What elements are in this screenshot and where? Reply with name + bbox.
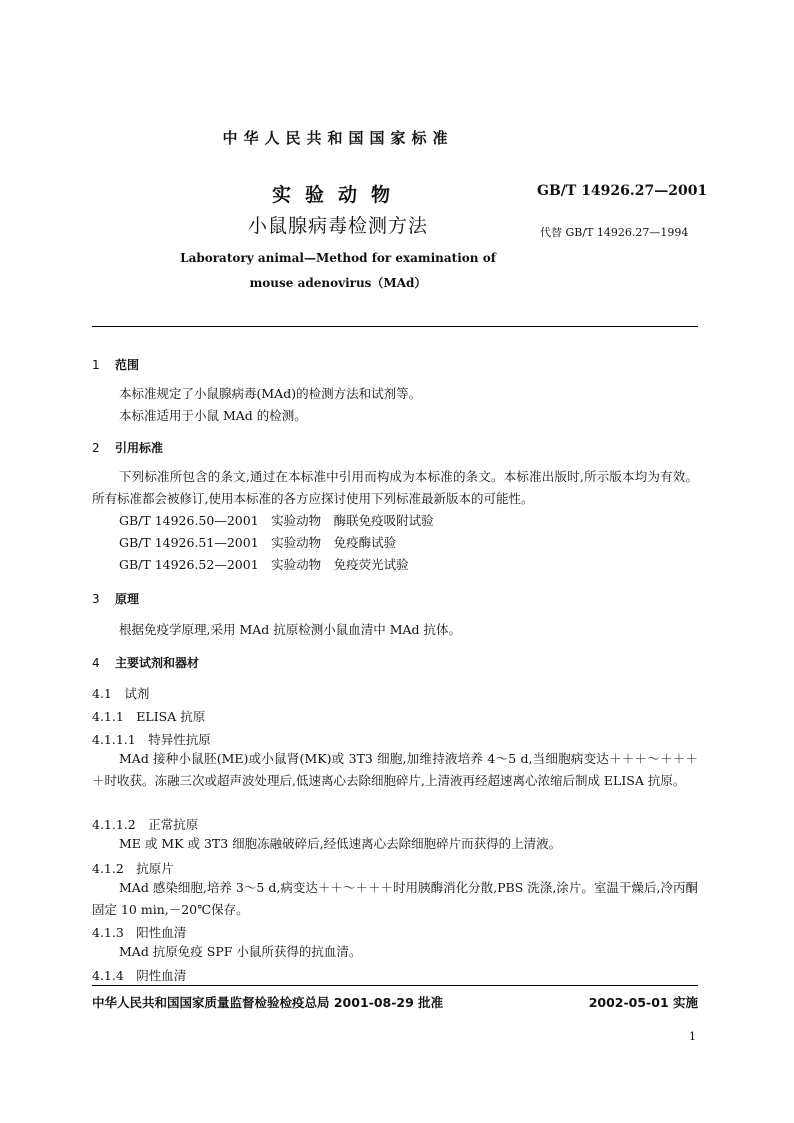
section-2-para-1: 下列标准所包含的条文,通过在本标准中引用而构成为本标准的条文。本标准出版时,所示版本均为有效。所有标准都会被修订,使用本标准的各方应探讨使用下列标准最新版本的可能性。	[92, 469, 698, 506]
title-line2: 小鼠腺病毒检测方法	[247, 215, 428, 237]
section-1-para-2: 本标准适用于小鼠 MAd 的检测。	[119, 408, 307, 423]
clause-4-1-1-2-heading: 4.1.1.2 正常抗原	[92, 817, 199, 832]
clause-4-1-heading: 4.1 试剂	[92, 686, 150, 701]
section-2-heading	[92, 439, 163, 456]
section-title: 主要试剂和器材	[115, 656, 200, 670]
reference-code: GB/T 14926.51—2001	[119, 535, 259, 550]
section-number: 1	[92, 358, 100, 372]
section-number: 3	[92, 592, 100, 606]
reference-title: 实验动物 酶联免疫吸附试验	[271, 513, 434, 528]
header-rule	[92, 326, 698, 327]
clause-4-1-2-heading: 4.1.2 抗原片	[92, 861, 174, 876]
section-3-para-1: 根据免疫学原理,采用 MAd 抗原检测小鼠血清中 MAd 抗体。	[119, 622, 462, 637]
reference-item	[119, 554, 409, 576]
english-title-line2: mouse adenovirus（MAd）	[249, 276, 427, 290]
clause-4-1-1-heading: 4.1.1 ELISA 抗原	[92, 709, 206, 724]
clause-4-1-2-text: MAd 感染细胞,培养 3～5 d,病变达＋＋～＋＋＋时用胰酶消化分散,PBS 洗涤,涂片。室温干燥后,冷丙酮固定 10 min,－20℃保存。	[92, 880, 698, 917]
reference-code: GB/T 14926.52—2001	[119, 557, 259, 572]
reference-item	[119, 532, 396, 554]
section-title: 引用标准	[115, 441, 164, 455]
section-title: 范围	[115, 358, 140, 372]
section-3-heading	[92, 590, 139, 607]
clause-4-1-4-heading: 4.1.4 阴性血清	[92, 968, 187, 983]
approval-line: 中华人民共和国国家质量监督检验检疫总局 2001-08-29 批准	[92, 995, 444, 1010]
section-number: 4	[92, 656, 100, 670]
effective-date: 2002-05-01 实施	[588, 995, 698, 1010]
english-title-line1: Laboratory animal—Method for examination of	[180, 251, 496, 265]
section-1-para-1: 本标准规定了小鼠腺病毒(MAd)的检测方法和试剂等。	[119, 386, 422, 401]
reference-code: GB/T 14926.50—2001	[119, 513, 259, 528]
issuing-authority: 中华人民共和国国家标准	[222, 129, 454, 147]
section-1-heading	[92, 356, 139, 373]
footer-rule	[92, 985, 698, 986]
clause-4-1-1-1-heading: 4.1.1.1 特异性抗原	[92, 732, 211, 747]
clause-4-1-1-2-text: ME 或 MK 或 3T3 细胞冻融破碎后,经低速离心去除细胞碎片而获得的上清液。	[119, 836, 562, 851]
clause-4-1-3-heading: 4.1.3 阳性血清	[92, 925, 187, 940]
title-line1: 实验动物	[271, 184, 404, 206]
reference-item	[119, 510, 434, 532]
section-4-heading	[92, 654, 199, 671]
page-number: 1	[689, 1030, 696, 1043]
section-title: 原理	[115, 592, 140, 606]
reference-title: 实验动物 免疫荧光试验	[271, 557, 409, 572]
replaces-standard: 代替 GB/T 14926.27—1994	[540, 226, 689, 239]
standard-number: GB/T 14926.27—2001	[537, 183, 708, 199]
reference-title: 实验动物 免疫酶试验	[271, 535, 397, 550]
clause-4-1-1-1-text: MAd 接种小鼠胚(ME)或小鼠肾(MK)或 3T3 细胞,加维持液培养 4～5 d,当细胞病变达＋＋＋～＋＋＋＋时收获。冻融三次或超声波处理后,低速离心去除细胞碎片,上清液再经超速离心浓缩后制成 ELISA 抗原。	[92, 751, 698, 788]
clause-4-1-3-text: MAd 抗原免疫 SPF 小鼠所获得的抗血清。	[119, 944, 362, 959]
section-number: 2	[92, 441, 100, 455]
